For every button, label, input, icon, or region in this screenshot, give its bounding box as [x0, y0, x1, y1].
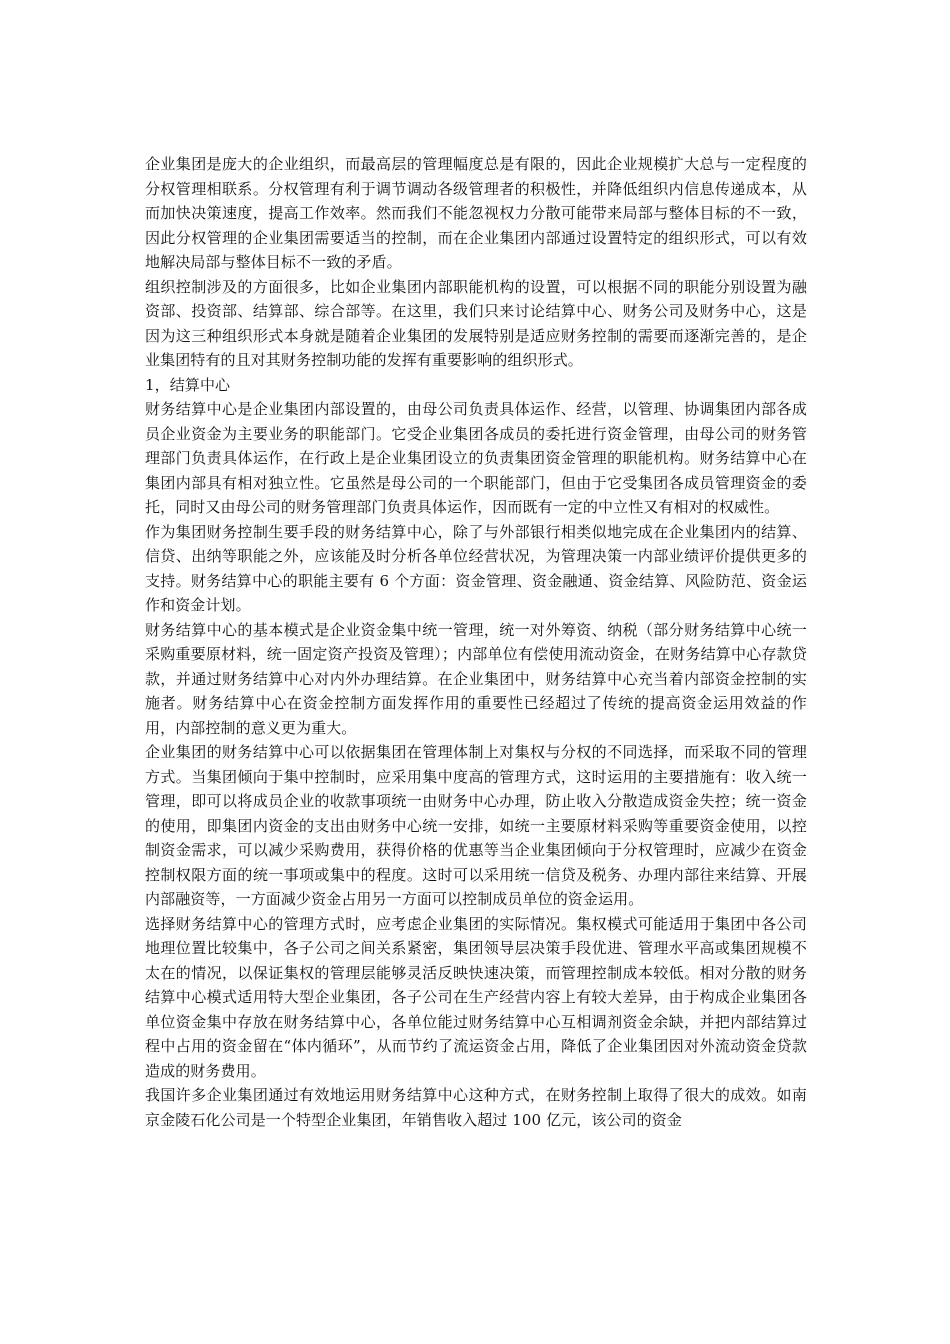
- paragraph-case-example: 我国许多企业集团通过有效地运用财务结算中心这种方式，在财务控制上取得了很大的成效。如南京金陵石化公司是一个特型企业集团，年销售收入超过 100 亿元，该公司的资金: [145, 1086, 807, 1129]
- document-body: [145, 152, 807, 1132]
- section-heading-settlement-center: 1，结算中心: [145, 375, 231, 394]
- paragraph-settlement-center-definition: 财务结算中心是企业集团内部设置的，由母公司负责具体运作、经营，以管理、协调集团内部各成员企业资金为主要业务的职能部门。它受企业集团各成员的委托进行资金管理，由母公司的财务管理部门负责具体运作，在行政上是企业集团设立的负责集团资金管理的职能机构。财务结算中心在集团内部具有相对独立性。它虽然是母公司的一个职能部门，但由于它受集团各成员管理资金的委托，同时又由母公司的财务管理部门负责具体运作，因而既有一定的中立性又有相对的权威性。: [145, 400, 807, 516]
- paragraph-organizational-control: 组织控制涉及的方面很多，比如企业集团内部职能机构的设置，可以根据不同的职能分别设置为融资部、投资部、结算部、综合部等。在这里，我们只来讨论结算中心、财务公司及财务中心，这是因为这三种组织形式本身就是随着企业集团的发展特别是适应财务控制的需要而逐渐完善的，是企业集团特有的且对其财务控制功能的发挥有重要影响的组织形式。: [145, 277, 807, 369]
- paragraph-settlement-center-functions: 作为集团财务控制生要手段的财务结算中心，除了与外部银行相类似地完成在企业集团内的结算、信贷、出纳等职能之外，应该能及时分析各单位经营状况，为管理决策一内部业绩评价提供更多的支持。财务结算中心的职能主要有 6 个方面：资金管理、资金融通、资金结算、风险防范、资金运作和资金计划。: [145, 522, 807, 614]
- paragraph-choosing-method: 选择财务结算中心的管理方式时，应考虑企业集团的实际情况。集权模式可能适用于集团中各公司地理位置比较集中，各子公司之间关系紧密，集团领导层决策手段优进、管理水平高或集团规模不太在的情况，以保证集权的管理层能够灵活反映快速决策，而管理控制成本较低。相对分散的财务结算中心模式适用特大型企业集团，各子公司在生产经营内容上有较大差异，由于构成企业集团各单位资金集中存放在财务结算中心，各单位能过财务结算中心互相调剂资金余缺，并把内部结算过程中占用的资金留在“体内循环”，从而节约了流运资金占用，降低了企业集团因对外流动资金贷款造成的财务费用。: [145, 914, 807, 1080]
- paragraph-management-methods: 企业集团的财务结算中心可以依据集团在管理体制上对集权与分权的不同选择，而采取不同的管理方式。当集团倾向于集中控制时，应采用集中度高的管理方式，这时运用的主要措施有：收入统一管理，即可以将成员企业的收款事项统一由财务中心办理，防止收入分散造成资金失控；统一资金的使用，即集团内资金的支出由财务中心统一安排，如统一主要原材料采购等重要资金使用，以控制资金需求，可以减少采购费用，获得价格的优惠等当企业集团倾向于分权管理时，应减少在资金控制权限方面的统一事项或集中的程度。这时可以采用统一信贷及税务、办理内部往来结算、开展内部融资等，一方面减少资金占用另一方面可以控制成员单位的资金运用。: [145, 743, 807, 908]
- paragraph-decentralization: 企业集团是庞大的企业组织，而最高层的管理幅度总是有限的，因此企业规模扩大总与一定程度的分权管理相联系。分权管理有利于调节调动各级管理者的积极性，并降低组织内信息传递成本，从而加快决策速度，提高工作效率。然而我们不能忽视权力分散可能带来局部与整体目标的不一致，因此分权管理的企业集团需要适当的控制，而在企业集团内部通过设置特定的组织形式，可以有效地解决局部与整体目标不一致的矛盾。: [145, 155, 807, 271]
- paragraph-basic-model: 财务结算中心的基本模式是企业资金集中统一管理，统一对外筹资、纳税（部分财务结算中心统一采购重要原材料，统一固定资产投资及管理）；内部单位有偿使用流动资金，在财务结算中心存款贷款，并通过财务结算中心对内外办理结算。在企业集团中，财务结算中心充当着内部资金控制的实施者。财务结算中心在资金控制方面发挥作用的重要性已经超过了传统的提高资金运用效益的作用，内部控制的意义更为重大。: [145, 620, 807, 737]
